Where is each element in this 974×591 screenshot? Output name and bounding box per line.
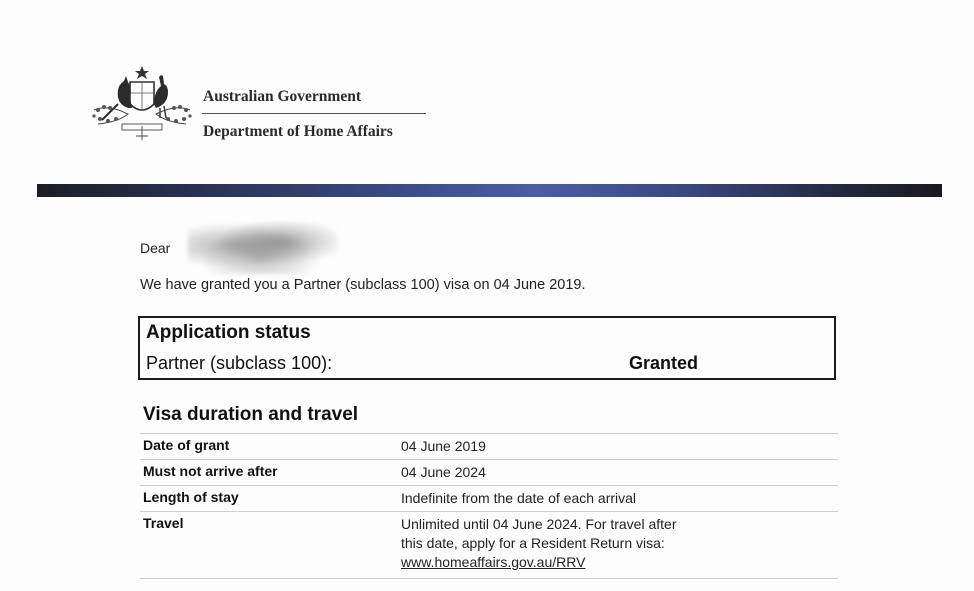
row-value-travel (401, 515, 751, 572)
table-divider (140, 511, 838, 512)
application-status-box (138, 316, 836, 380)
row-label-length-of-stay: Length of stay (143, 489, 239, 505)
table-divider (140, 485, 838, 486)
row-label-must-not-arrive-after: Must not arrive after (143, 463, 278, 479)
header-banner (37, 184, 942, 197)
resident-return-visa-link[interactable]: www.homeaffairs.gov.au/RRV (401, 554, 586, 570)
table-divider (140, 578, 838, 579)
row-value-length-of-stay: Indefinite from the date of each arrival (401, 490, 637, 506)
row-label-travel: Travel (143, 515, 184, 531)
travel-text-line-2: this date, apply for a Resident Return visa: (401, 535, 665, 551)
row-value-must-not-arrive-after: 04 June 2024 (401, 464, 486, 480)
application-status-title: Application status (146, 322, 311, 343)
grant-sentence: We have granted you a Partner (subclass 100) visa on 04 June 2019. (140, 277, 586, 293)
travel-text-line-1: Unlimited until 04 June 2024. For travel after (401, 516, 677, 532)
table-divider (140, 433, 838, 434)
visa-subclass-label: Partner (subclass 100): (146, 353, 333, 373)
department-name: Department of Home Affairs (203, 123, 393, 140)
visa-duration-title: Visa duration and travel (143, 404, 359, 425)
coat-of-arms-icon (88, 64, 196, 142)
organisation-name: Australian Government (203, 88, 362, 105)
status-value: Granted (629, 353, 699, 373)
header-divider (202, 113, 426, 114)
row-label-date-of-grant: Date of grant (143, 437, 230, 453)
salutation: Dear (140, 240, 171, 256)
table-divider (140, 459, 838, 460)
row-value-date-of-grant: 04 June 2019 (401, 438, 486, 454)
redacted-name (188, 222, 338, 274)
